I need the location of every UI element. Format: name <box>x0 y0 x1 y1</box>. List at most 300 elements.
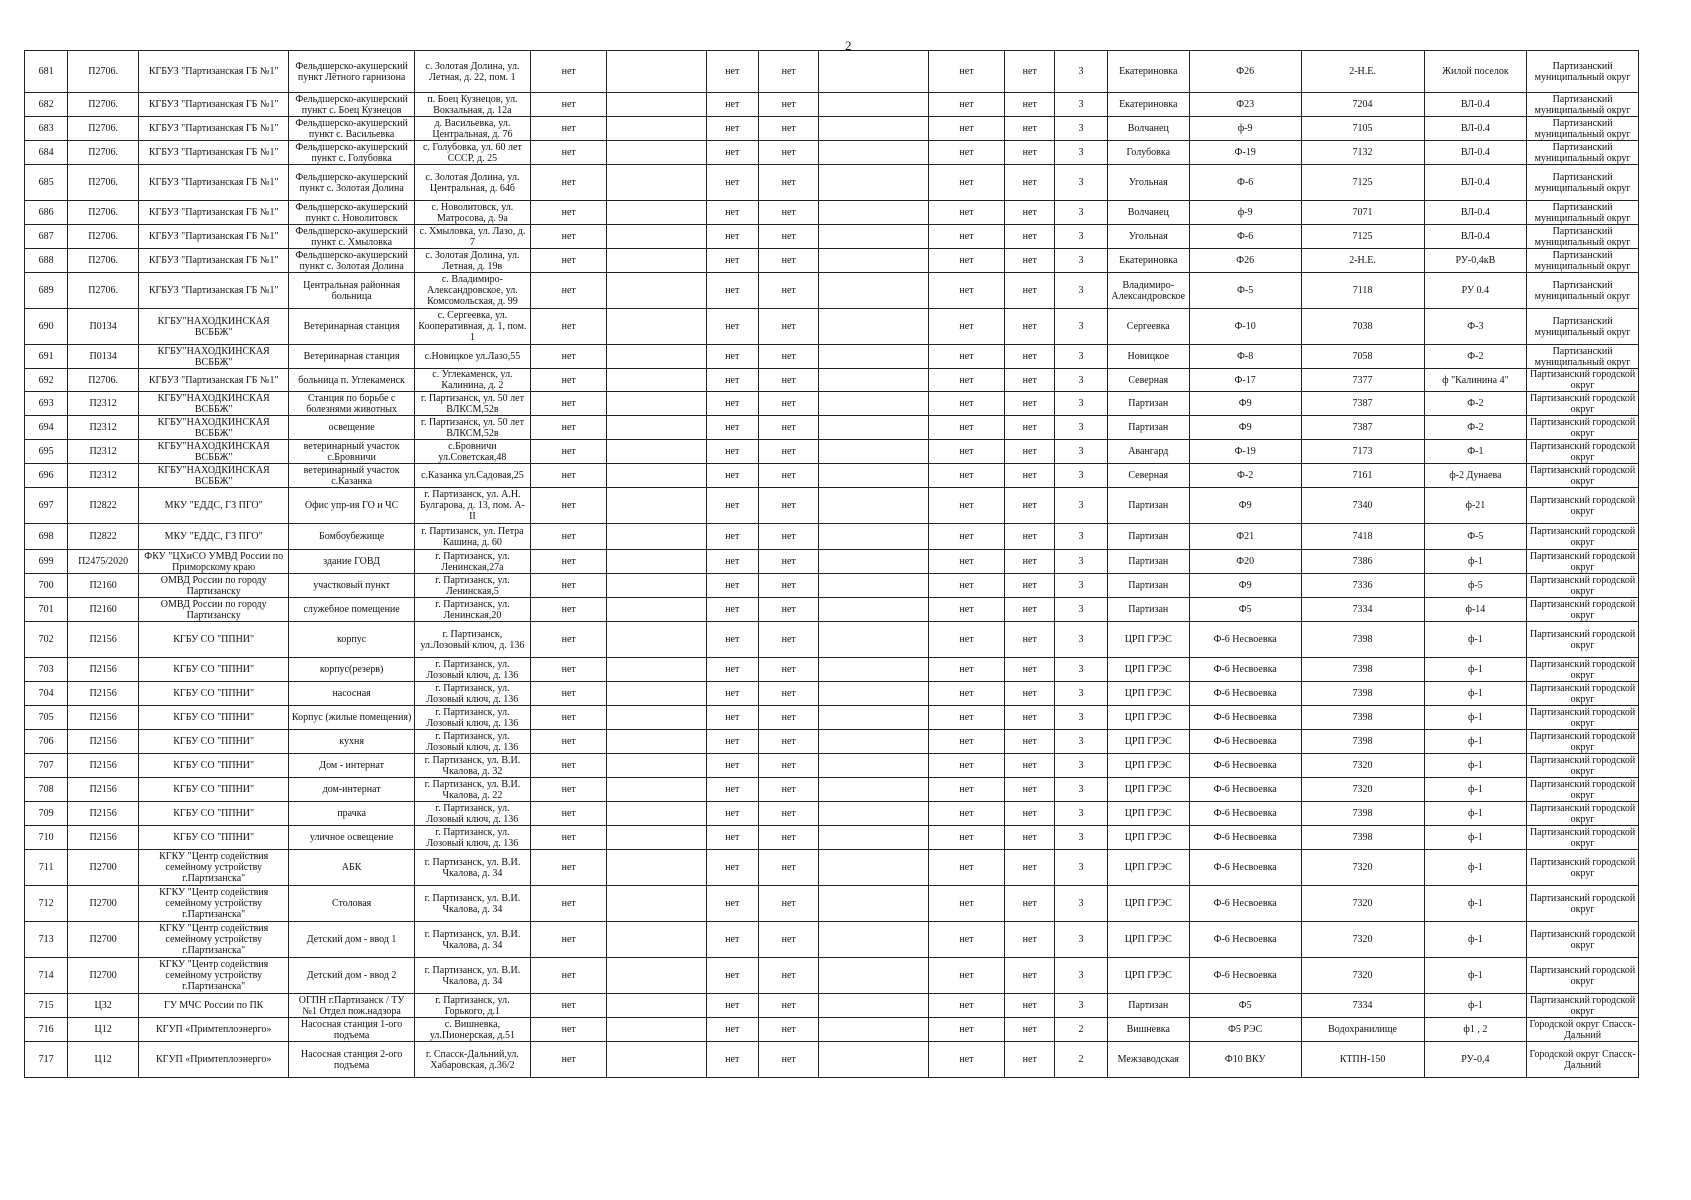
cell-reliability-category: 3 <box>1055 416 1107 440</box>
cell-col-empty-2 <box>819 658 928 682</box>
cell-col-empty-2 <box>819 117 928 141</box>
cell-col-flag-5: нет <box>1005 51 1055 93</box>
cell-col-flag-1: нет <box>531 369 607 392</box>
cell-col-flag-5: нет <box>1005 416 1055 440</box>
cell-object-name: ветеринарный участок с.Бровничи <box>289 440 414 464</box>
cell-col-empty-2 <box>819 273 928 309</box>
cell-substation: Вишневка <box>1107 1018 1189 1042</box>
cell-transformer-point: 2-Н.Е. <box>1301 249 1424 273</box>
cell-col-flag-2: нет <box>706 201 758 225</box>
cell-row-number: 706 <box>25 730 68 754</box>
cell-col-flag-1: нет <box>531 598 607 622</box>
cell-col-empty-2 <box>819 706 928 730</box>
cell-col-flag-5: нет <box>1005 574 1055 598</box>
cell-line: Ф-2 <box>1424 392 1527 416</box>
cell-row-number: 699 <box>25 550 68 574</box>
cell-col-flag-1: нет <box>531 922 607 958</box>
cell-col-empty-2 <box>819 345 928 369</box>
cell-col-flag-3: нет <box>758 886 818 922</box>
cell-consumer-code: П2475/2020 <box>68 550 139 574</box>
cell-line: ф-5 <box>1424 574 1527 598</box>
cell-line: Ф-1 <box>1424 440 1527 464</box>
cell-col-flag-5: нет <box>1005 1042 1055 1078</box>
cell-line: ф-1 <box>1424 886 1527 922</box>
cell-col-flag-4: нет <box>928 141 1004 165</box>
cell-col-flag-5: нет <box>1005 440 1055 464</box>
table-row <box>25 440 1639 464</box>
cell-reliability-category: 3 <box>1055 958 1107 994</box>
cell-reliability-category: 2 <box>1055 1018 1107 1042</box>
table-row <box>25 1042 1639 1078</box>
table-row <box>25 524 1639 550</box>
cell-col-flag-5: нет <box>1005 730 1055 754</box>
cell-col-flag-2: нет <box>706 658 758 682</box>
cell-municipal-district: Партизанский городской округ <box>1527 622 1639 658</box>
table-row <box>25 658 1639 682</box>
cell-object-name: Детский дом - ввод 2 <box>289 958 414 994</box>
cell-object-name: Фельдшерско-акушерский пункт с. Васильевка <box>289 117 414 141</box>
cell-col-flag-1: нет <box>531 524 607 550</box>
cell-col-empty-1 <box>607 886 706 922</box>
cell-municipal-district: Партизанский городской округ <box>1527 958 1639 994</box>
cell-substation: Партизан <box>1107 416 1189 440</box>
cell-municipal-district: Партизанский городской округ <box>1527 524 1639 550</box>
cell-organization: КГБУ СО "ППНИ" <box>138 754 288 778</box>
cell-substation: Новицкое <box>1107 345 1189 369</box>
cell-col-flag-1: нет <box>531 850 607 886</box>
cell-transformer-point: 7320 <box>1301 922 1424 958</box>
cell-col-flag-3: нет <box>758 51 818 93</box>
cell-col-empty-1 <box>607 141 706 165</box>
cell-organization: КГБУ СО "ППНИ" <box>138 826 288 850</box>
cell-col-empty-1 <box>607 464 706 488</box>
cell-municipal-district: Партизанский городской округ <box>1527 682 1639 706</box>
cell-col-flag-5: нет <box>1005 141 1055 165</box>
cell-object-name: ОГПН г.Партизанск / ТУ №1 Отдел пож.надзора <box>289 994 414 1018</box>
cell-feeder: Ф-6 Несвоевка <box>1189 802 1301 826</box>
cell-substation: Партизан <box>1107 392 1189 416</box>
cell-col-empty-2 <box>819 1018 928 1042</box>
cell-substation: Партизан <box>1107 488 1189 524</box>
cell-feeder: Ф20 <box>1189 550 1301 574</box>
cell-feeder: Ф-19 <box>1189 440 1301 464</box>
cell-col-flag-2: нет <box>706 225 758 249</box>
cell-substation: Партизан <box>1107 994 1189 1018</box>
cell-col-flag-2: нет <box>706 826 758 850</box>
cell-col-empty-1 <box>607 574 706 598</box>
cell-col-flag-3: нет <box>758 440 818 464</box>
cell-col-empty-2 <box>819 574 928 598</box>
cell-row-number: 688 <box>25 249 68 273</box>
cell-transformer-point: 7105 <box>1301 117 1424 141</box>
cell-col-flag-4: нет <box>928 524 1004 550</box>
cell-col-flag-4: нет <box>928 440 1004 464</box>
cell-reliability-category: 3 <box>1055 730 1107 754</box>
cell-col-flag-1: нет <box>531 1018 607 1042</box>
cell-row-number: 713 <box>25 922 68 958</box>
cell-col-empty-2 <box>819 93 928 117</box>
cell-feeder: Ф-6 <box>1189 165 1301 201</box>
cell-line: ф-2 Дунаева <box>1424 464 1527 488</box>
cell-col-flag-3: нет <box>758 574 818 598</box>
cell-feeder: Ф-6 Несвоевка <box>1189 958 1301 994</box>
table-row <box>25 141 1639 165</box>
cell-col-flag-3: нет <box>758 488 818 524</box>
cell-reliability-category: 3 <box>1055 369 1107 392</box>
cell-col-flag-5: нет <box>1005 117 1055 141</box>
cell-line: ВЛ-0.4 <box>1424 165 1527 201</box>
cell-object-name: корпус(резерв) <box>289 658 414 682</box>
cell-substation: Голубовка <box>1107 141 1189 165</box>
cell-consumer-code: П2822 <box>68 488 139 524</box>
cell-address: г. Спасск-Дальний,ул. Хабаровская, д.36/2 <box>414 1042 530 1078</box>
cell-col-empty-1 <box>607 550 706 574</box>
cell-reliability-category: 3 <box>1055 994 1107 1018</box>
cell-col-flag-2: нет <box>706 574 758 598</box>
cell-col-flag-4: нет <box>928 225 1004 249</box>
table-row <box>25 994 1639 1018</box>
cell-municipal-district: Партизанский муниципальный округ <box>1527 93 1639 117</box>
cell-line: ф-21 <box>1424 488 1527 524</box>
cell-col-empty-1 <box>607 802 706 826</box>
cell-col-flag-5: нет <box>1005 464 1055 488</box>
cell-col-empty-2 <box>819 488 928 524</box>
cell-organization: ОМВД России по городу Партизанску <box>138 574 288 598</box>
cell-address: г. Партизанск, ул. В.И. Чкалова, д. 22 <box>414 778 530 802</box>
cell-reliability-category: 3 <box>1055 826 1107 850</box>
cell-col-flag-5: нет <box>1005 622 1055 658</box>
cell-line: ВЛ-0.4 <box>1424 201 1527 225</box>
cell-col-flag-3: нет <box>758 93 818 117</box>
cell-feeder: ф-9 <box>1189 117 1301 141</box>
cell-col-flag-1: нет <box>531 93 607 117</box>
cell-col-empty-2 <box>819 754 928 778</box>
cell-col-flag-2: нет <box>706 369 758 392</box>
cell-transformer-point: 7398 <box>1301 706 1424 730</box>
cell-col-flag-5: нет <box>1005 249 1055 273</box>
cell-line: ф "Калинина 4" <box>1424 369 1527 392</box>
cell-col-empty-2 <box>819 778 928 802</box>
cell-row-number: 691 <box>25 345 68 369</box>
cell-feeder: Ф-17 <box>1189 369 1301 392</box>
cell-col-flag-5: нет <box>1005 93 1055 117</box>
cell-col-flag-1: нет <box>531 958 607 994</box>
cell-col-flag-1: нет <box>531 51 607 93</box>
cell-municipal-district: Партизанский городской округ <box>1527 850 1639 886</box>
cell-feeder: Ф-6 Несвоевка <box>1189 754 1301 778</box>
cell-consumer-code: П2156 <box>68 622 139 658</box>
cell-feeder: Ф-2 <box>1189 464 1301 488</box>
cell-col-empty-1 <box>607 165 706 201</box>
cell-substation: Екатериновка <box>1107 93 1189 117</box>
cell-col-flag-2: нет <box>706 922 758 958</box>
cell-col-flag-5: нет <box>1005 754 1055 778</box>
cell-reliability-category: 3 <box>1055 598 1107 622</box>
cell-feeder: Ф9 <box>1189 574 1301 598</box>
cell-col-flag-2: нет <box>706 117 758 141</box>
cell-substation: Екатериновка <box>1107 51 1189 93</box>
table-row <box>25 464 1639 488</box>
cell-col-flag-3: нет <box>758 778 818 802</box>
cell-organization: КГБУЗ "Партизанская ГБ №1" <box>138 201 288 225</box>
cell-transformer-point: 7320 <box>1301 754 1424 778</box>
cell-organization: КГБУЗ "Партизанская ГБ №1" <box>138 93 288 117</box>
cell-address: с. Владимиро-Александровское, ул. Комсомольская, д. 99 <box>414 273 530 309</box>
table-row <box>25 754 1639 778</box>
cell-row-number: 695 <box>25 440 68 464</box>
cell-col-flag-1: нет <box>531 416 607 440</box>
cell-consumer-code: П2156 <box>68 682 139 706</box>
cell-col-flag-3: нет <box>758 392 818 416</box>
cell-consumer-code: П2706. <box>68 249 139 273</box>
cell-row-number: 696 <box>25 464 68 488</box>
cell-col-empty-1 <box>607 994 706 1018</box>
cell-organization: КГУП «Примтеплоэнерго» <box>138 1018 288 1042</box>
cell-col-empty-1 <box>607 249 706 273</box>
cell-col-flag-5: нет <box>1005 345 1055 369</box>
cell-line: ф-1 <box>1424 802 1527 826</box>
cell-substation: ЦРП ГРЭС <box>1107 706 1189 730</box>
cell-col-flag-3: нет <box>758 1018 818 1042</box>
cell-col-flag-5: нет <box>1005 850 1055 886</box>
cell-object-name: Бомбоубежище <box>289 524 414 550</box>
cell-address: с. Голубовка, ул. 60 лет СССР, д. 25 <box>414 141 530 165</box>
cell-organization: КГБУ СО "ППНИ" <box>138 682 288 706</box>
cell-consumer-code: П2706. <box>68 93 139 117</box>
cell-feeder: Ф-6 Несвоевка <box>1189 658 1301 682</box>
table-row <box>25 622 1639 658</box>
cell-transformer-point: 7340 <box>1301 488 1424 524</box>
cell-consumer-code: П2156 <box>68 802 139 826</box>
cell-row-number: 711 <box>25 850 68 886</box>
cell-transformer-point: 7125 <box>1301 165 1424 201</box>
cell-col-flag-5: нет <box>1005 524 1055 550</box>
cell-col-empty-2 <box>819 682 928 706</box>
cell-substation: ЦРП ГРЭС <box>1107 754 1189 778</box>
cell-col-flag-5: нет <box>1005 1018 1055 1042</box>
cell-col-flag-1: нет <box>531 1042 607 1078</box>
cell-feeder: Ф-5 <box>1189 273 1301 309</box>
cell-reliability-category: 3 <box>1055 273 1107 309</box>
table-row <box>25 886 1639 922</box>
cell-organization: КГБУЗ "Партизанская ГБ №1" <box>138 165 288 201</box>
cell-col-flag-4: нет <box>928 464 1004 488</box>
cell-object-name: Центральная районная больница <box>289 273 414 309</box>
cell-col-flag-4: нет <box>928 1042 1004 1078</box>
cell-object-name: Корпус (жилые помещения) <box>289 706 414 730</box>
cell-organization: КГБУ СО "ППНИ" <box>138 658 288 682</box>
cell-row-number: 707 <box>25 754 68 778</box>
cell-col-flag-2: нет <box>706 754 758 778</box>
cell-reliability-category: 3 <box>1055 524 1107 550</box>
cell-col-empty-1 <box>607 51 706 93</box>
cell-address: г. Партизанск, ул. В.И. Чкалова, д. 34 <box>414 886 530 922</box>
table-row <box>25 117 1639 141</box>
cell-consumer-code: Ц12 <box>68 1042 139 1078</box>
cell-line: ф-1 <box>1424 850 1527 886</box>
cell-object-name: дом-интернат <box>289 778 414 802</box>
table-row <box>25 550 1639 574</box>
cell-col-empty-2 <box>819 309 928 345</box>
cell-consumer-code: П2156 <box>68 778 139 802</box>
table-row <box>25 93 1639 117</box>
cell-object-name: Ветеринарная станция <box>289 309 414 345</box>
cell-reliability-category: 3 <box>1055 93 1107 117</box>
cell-transformer-point: 7334 <box>1301 598 1424 622</box>
cell-transformer-point: 7320 <box>1301 886 1424 922</box>
cell-col-flag-5: нет <box>1005 369 1055 392</box>
table-row <box>25 682 1639 706</box>
cell-consumer-code: П2160 <box>68 574 139 598</box>
cell-col-flag-2: нет <box>706 622 758 658</box>
cell-col-empty-2 <box>819 886 928 922</box>
cell-reliability-category: 3 <box>1055 201 1107 225</box>
cell-col-empty-2 <box>819 622 928 658</box>
cell-col-flag-2: нет <box>706 524 758 550</box>
cell-reliability-category: 3 <box>1055 51 1107 93</box>
cell-col-flag-3: нет <box>758 309 818 345</box>
cell-line: РУ-0,4кВ <box>1424 249 1527 273</box>
cell-col-flag-4: нет <box>928 201 1004 225</box>
cell-transformer-point: 7398 <box>1301 658 1424 682</box>
cell-col-empty-1 <box>607 1042 706 1078</box>
cell-col-empty-1 <box>607 416 706 440</box>
cell-object-name: Детский дом - ввод 1 <box>289 922 414 958</box>
cell-col-flag-3: нет <box>758 141 818 165</box>
cell-row-number: 702 <box>25 622 68 658</box>
cell-address: с. Новолитовск, ул. Матросова, д. 9а <box>414 201 530 225</box>
cell-consumer-code: П2156 <box>68 754 139 778</box>
cell-substation: Сергеевка <box>1107 309 1189 345</box>
cell-col-flag-1: нет <box>531 488 607 524</box>
cell-transformer-point: 7387 <box>1301 416 1424 440</box>
cell-object-name: АБК <box>289 850 414 886</box>
cell-transformer-point: 7336 <box>1301 574 1424 598</box>
cell-feeder: Ф-6 Несвоевка <box>1189 682 1301 706</box>
cell-object-name: корпус <box>289 622 414 658</box>
cell-substation: ЦРП ГРЭС <box>1107 730 1189 754</box>
cell-col-flag-2: нет <box>706 850 758 886</box>
cell-col-flag-4: нет <box>928 850 1004 886</box>
cell-col-flag-3: нет <box>758 249 818 273</box>
cell-line: РУ 0.4 <box>1424 273 1527 309</box>
cell-col-flag-3: нет <box>758 706 818 730</box>
cell-feeder: Ф-6 Несвоевка <box>1189 850 1301 886</box>
cell-col-flag-1: нет <box>531 682 607 706</box>
cell-object-name: Фельдшерско-акушерский пункт с. Новолитовск <box>289 201 414 225</box>
cell-col-flag-1: нет <box>531 249 607 273</box>
cell-organization: КГКУ "Центр содействия семейному устройству г.Партизанска" <box>138 922 288 958</box>
cell-col-flag-3: нет <box>758 958 818 994</box>
cell-address: г. Партизанск, ул. Лозовый ключ, д. 136 <box>414 826 530 850</box>
cell-row-number: 704 <box>25 682 68 706</box>
cell-consumer-code: П2156 <box>68 826 139 850</box>
cell-transformer-point: 7071 <box>1301 201 1424 225</box>
cell-col-empty-1 <box>607 93 706 117</box>
table-row <box>25 273 1639 309</box>
cell-col-flag-3: нет <box>758 524 818 550</box>
cell-line: ВЛ-0.4 <box>1424 141 1527 165</box>
cell-col-flag-4: нет <box>928 392 1004 416</box>
cell-reliability-category: 3 <box>1055 345 1107 369</box>
cell-organization: МКУ "ЕДДС, ГЗ ПГО" <box>138 488 288 524</box>
cell-col-flag-2: нет <box>706 550 758 574</box>
cell-line: ф-1 <box>1424 706 1527 730</box>
cell-feeder: Ф-6 Несвоевка <box>1189 922 1301 958</box>
cell-col-flag-4: нет <box>928 682 1004 706</box>
cell-organization: КГБУЗ "Партизанская ГБ №1" <box>138 249 288 273</box>
cell-address: с. Вишневка, ул.Пионерская, д.51 <box>414 1018 530 1042</box>
cell-transformer-point: 7320 <box>1301 958 1424 994</box>
cell-transformer-point: КТПН-150 <box>1301 1042 1424 1078</box>
cell-line: ф-14 <box>1424 598 1527 622</box>
cell-col-flag-5: нет <box>1005 273 1055 309</box>
cell-col-flag-5: нет <box>1005 886 1055 922</box>
cell-row-number: 692 <box>25 369 68 392</box>
cell-row-number: 694 <box>25 416 68 440</box>
cell-address: г. Партизанск, ул. Лозовый ключ, д. 136 <box>414 706 530 730</box>
cell-feeder: Ф9 <box>1189 392 1301 416</box>
cell-line: ф-1 <box>1424 550 1527 574</box>
cell-object-name: Фельдшерско-акушерский пункт с. Голубовка <box>289 141 414 165</box>
cell-reliability-category: 3 <box>1055 141 1107 165</box>
cell-substation: ЦРП ГРЭС <box>1107 850 1189 886</box>
cell-col-flag-4: нет <box>928 93 1004 117</box>
cell-object-name: Фельдшерско-акушерский пункт Лётного гарнизона <box>289 51 414 93</box>
cell-consumer-code: П2706. <box>68 369 139 392</box>
cell-col-flag-5: нет <box>1005 994 1055 1018</box>
cell-feeder: Ф-6 <box>1189 225 1301 249</box>
cell-municipal-district: Партизанский муниципальный округ <box>1527 309 1639 345</box>
cell-row-number: 685 <box>25 165 68 201</box>
cell-col-flag-3: нет <box>758 369 818 392</box>
cell-row-number: 705 <box>25 706 68 730</box>
cell-col-flag-2: нет <box>706 273 758 309</box>
cell-col-flag-4: нет <box>928 802 1004 826</box>
cell-reliability-category: 3 <box>1055 802 1107 826</box>
cell-substation: ЦРП ГРЭС <box>1107 778 1189 802</box>
cell-municipal-district: Партизанский городской округ <box>1527 550 1639 574</box>
cell-col-empty-1 <box>607 778 706 802</box>
cell-object-name: освещение <box>289 416 414 440</box>
cell-col-flag-3: нет <box>758 802 818 826</box>
cell-municipal-district: Партизанский муниципальный округ <box>1527 165 1639 201</box>
cell-transformer-point: 7173 <box>1301 440 1424 464</box>
cell-col-flag-5: нет <box>1005 922 1055 958</box>
cell-line: ф-1 <box>1424 994 1527 1018</box>
cell-municipal-district: Партизанский городской округ <box>1527 416 1639 440</box>
cell-transformer-point: 7058 <box>1301 345 1424 369</box>
cell-substation: Угольная <box>1107 225 1189 249</box>
cell-col-flag-2: нет <box>706 440 758 464</box>
cell-col-flag-2: нет <box>706 706 758 730</box>
cell-reliability-category: 3 <box>1055 440 1107 464</box>
cell-transformer-point: Водохранилище <box>1301 1018 1424 1042</box>
cell-col-flag-1: нет <box>531 225 607 249</box>
cell-col-flag-2: нет <box>706 994 758 1018</box>
cell-substation: Владимиро-Александровское <box>1107 273 1189 309</box>
cell-municipal-district: Партизанский муниципальный округ <box>1527 225 1639 249</box>
cell-col-empty-1 <box>607 850 706 886</box>
cell-object-name: Станция по борьбе с болезнями животных <box>289 392 414 416</box>
cell-reliability-category: 3 <box>1055 658 1107 682</box>
table-row <box>25 51 1639 93</box>
cell-col-empty-1 <box>607 369 706 392</box>
cell-col-flag-5: нет <box>1005 488 1055 524</box>
cell-consumer-code: П2312 <box>68 440 139 464</box>
cell-substation: Екатериновка <box>1107 249 1189 273</box>
table-row <box>25 574 1639 598</box>
